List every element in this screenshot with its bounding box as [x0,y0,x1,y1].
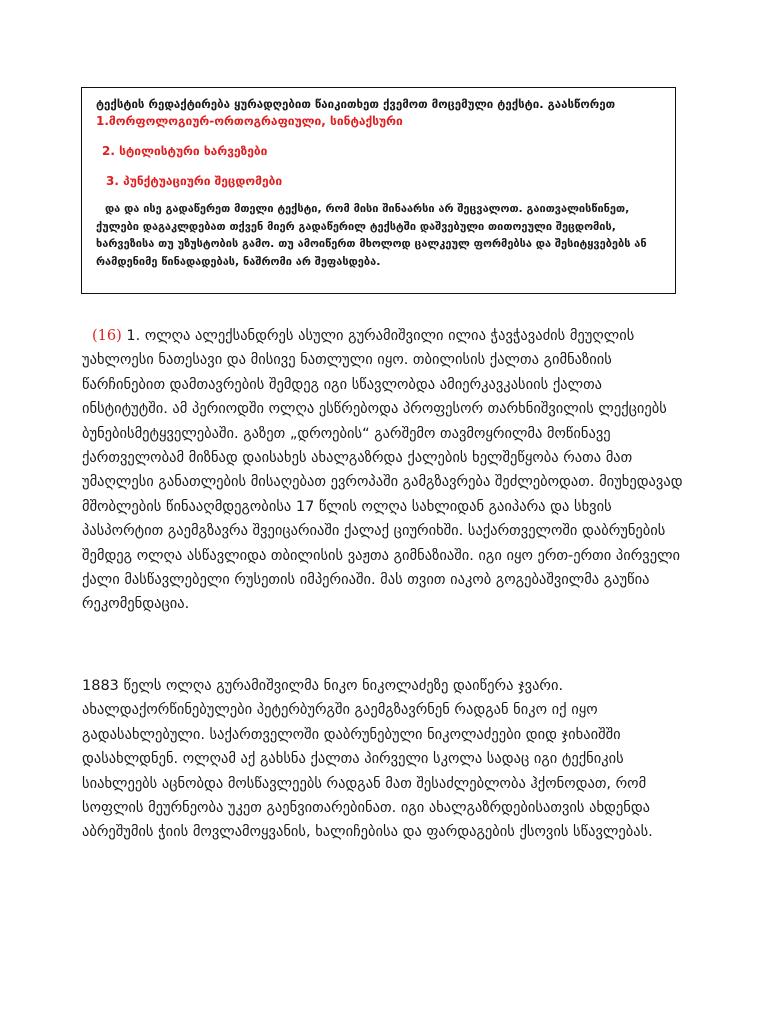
instruction-item-1: 1.მორფოლოგიურ-ორთოგრაფიული, სინტაქსური [96,114,403,129]
text-paragraph-2: 1883 წელს ოლღა გურამიშვილმა ნიკო ნიკოლაძეზე დაიწერა ჯვარი. ახალდაქორწინებულები პეტერბურგში გაემგზავრნენ რადგან ნიკო იქ იყო გადასახლებული. საქართველოში დაბრუნებული ნიკოლაძეები დიდ ჯიხაიშში დასახლდნენ. ოლღამ აქ გახსნა ქალთა პირველი სკოლა სადაც იგი ტექნიკის სიახლეებს აცნობდა მოსწავლეებს რადგან მათ შესაძლებლობა ჰქონოდათ, რომ სოფლის მეურნეობა უკეთ გაენვითარებინათ. იგი ახალგაზრდებისათვის ახდენდა აბრეშუმის ჭიის მოვლამოყვანის, ხალიჩებისა და ფარდაგების ქსოვის სწავლებას. [82,678,653,841]
score-label: (16) [92,328,122,344]
instruction-box [81,87,676,294]
text-paragraph-1 [82,324,692,617]
instruction-item-2: 2. სტილისტური ხარვეზები [102,144,268,159]
instruction-intro: ტექსტის რედაქტირება ყურადღებით წაიკითხეთ ქვემოთ მოცემული ტექსტი. გაასწორეთ [96,97,616,111]
paragraph-1-body: 1. ოლღა ალექსანდრეს ასული გურამიშვილი ილია ჭავჭავაძის მეუღლის უახლოესი ნათესავი და მისივე ნათლული იყო. თბილისის ქალთა გიმნაზიის წარჩინებით დამთავრების შემდეგ იგი სწავლობდა ამიერკავკასიის ქალთა ინსტიტუტში. ამ პერიოდში ოლღა ესწრებოდა პროფესორ თარხნიშვილის ლექციებს ბუნებისმეტყველებაში. გაზეთ „დროების“ გარშემო თავმოყრილმა მოწინავე ქართველობამ მიზნად დაისახეს ახალგაზრდა ქალების ხელშეწყობა რათა მათ უმაღლესი განათლების მისაღებათ ევროპაში გამგზავრება შეძლებოდათ. მიუხედავად მშობლების წინააღმდეგობისა 17 წლის ოლღა სახლიდან გაიპარა და სხვის პასპორტით გაემგზავრა შვეიცარიაში ქალაქ ციურიხში. საქართველოში დაბრუნების შემდეგ ოლღა ასწავლიდა თბილისის ვაჟთა გიმნაზიაში. იგი იყო ერთ-ერთი პირველი ქალი მასწავლებელი რუსეთის იმპერიაში. მას თვით იაკობ გოგებაშვილმა გაუწია რეკომენდაცია. [82,328,683,613]
instruction-item-3: 3. პუნქტუაციური შეცდომები [106,174,283,189]
instruction-body: და და ისე გადაწერეთ მთელი ტექსტი, რომ მისი შინაარსი არ შეცვალოთ. გაითვალისწინეთ, ქულები დაგაკლდებათ თქვენ მიერ გადაწერილ ტექსტში დაშვებული თითოეული შეცდომის, ხარვეზისა თუ უზუსტობის გამო. თუ ამოიწერთ მხოლოდ ცალკეულ ფორმებსა და შესიტყვებებს ან რამდენიმე წინადადებას, ნაშრომი არ შეფასდება. [96,202,647,269]
